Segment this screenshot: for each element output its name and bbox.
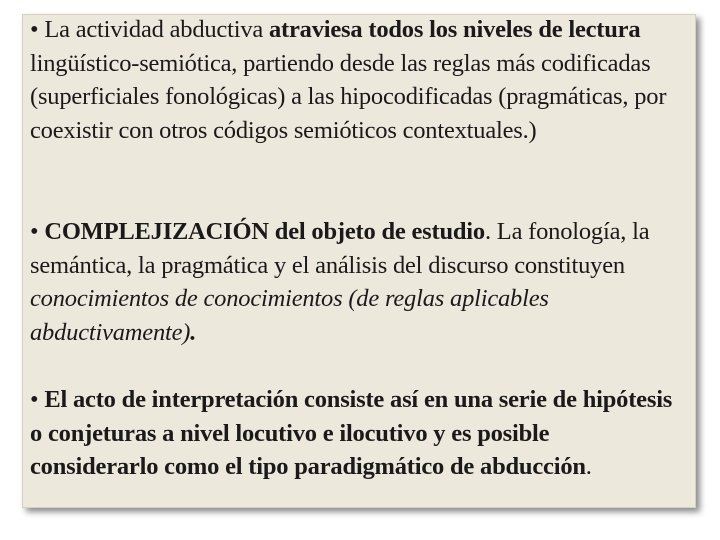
bullet: • <box>30 16 39 43</box>
text-run: lingüístico-semiótica, partiendo desde las reglas más codificadas (superficiales fonológicas) a las hipocodificadas (pragmáticas, por coexistir con otros códigos semióticos contextuales.) <box>30 49 667 144</box>
text-run-bold: COMPLEJIZACIÓN del objeto de estudio <box>44 218 485 245</box>
bullet: • <box>30 386 39 413</box>
paragraph-complexification <box>30 215 678 349</box>
text-run: . La fonología, la semántica, la pragmática y el análisis del discurso constituyen <box>30 218 650 279</box>
text-run: . <box>585 453 592 480</box>
text-run-bold-italic: . <box>190 318 197 346</box>
text-run-bold: atraviesa todos los niveles de lectura <box>268 16 641 43</box>
text-run-bold: El acto de interpretación consiste así en una serie de hipótesis o conjeturas a nivel locutivo e ilocutivo y es posible considerarlo como el tipo paradigmático de abducción <box>30 386 673 480</box>
text-run: La actividad abductiva <box>44 16 269 43</box>
text-run-italic: conocimientos de conocimientos (de reglas aplicables abductivamente) <box>30 285 549 346</box>
bullet: • <box>30 218 39 245</box>
paragraph-abductive-activity <box>30 13 678 147</box>
paragraph-interpretation-act <box>30 383 678 484</box>
